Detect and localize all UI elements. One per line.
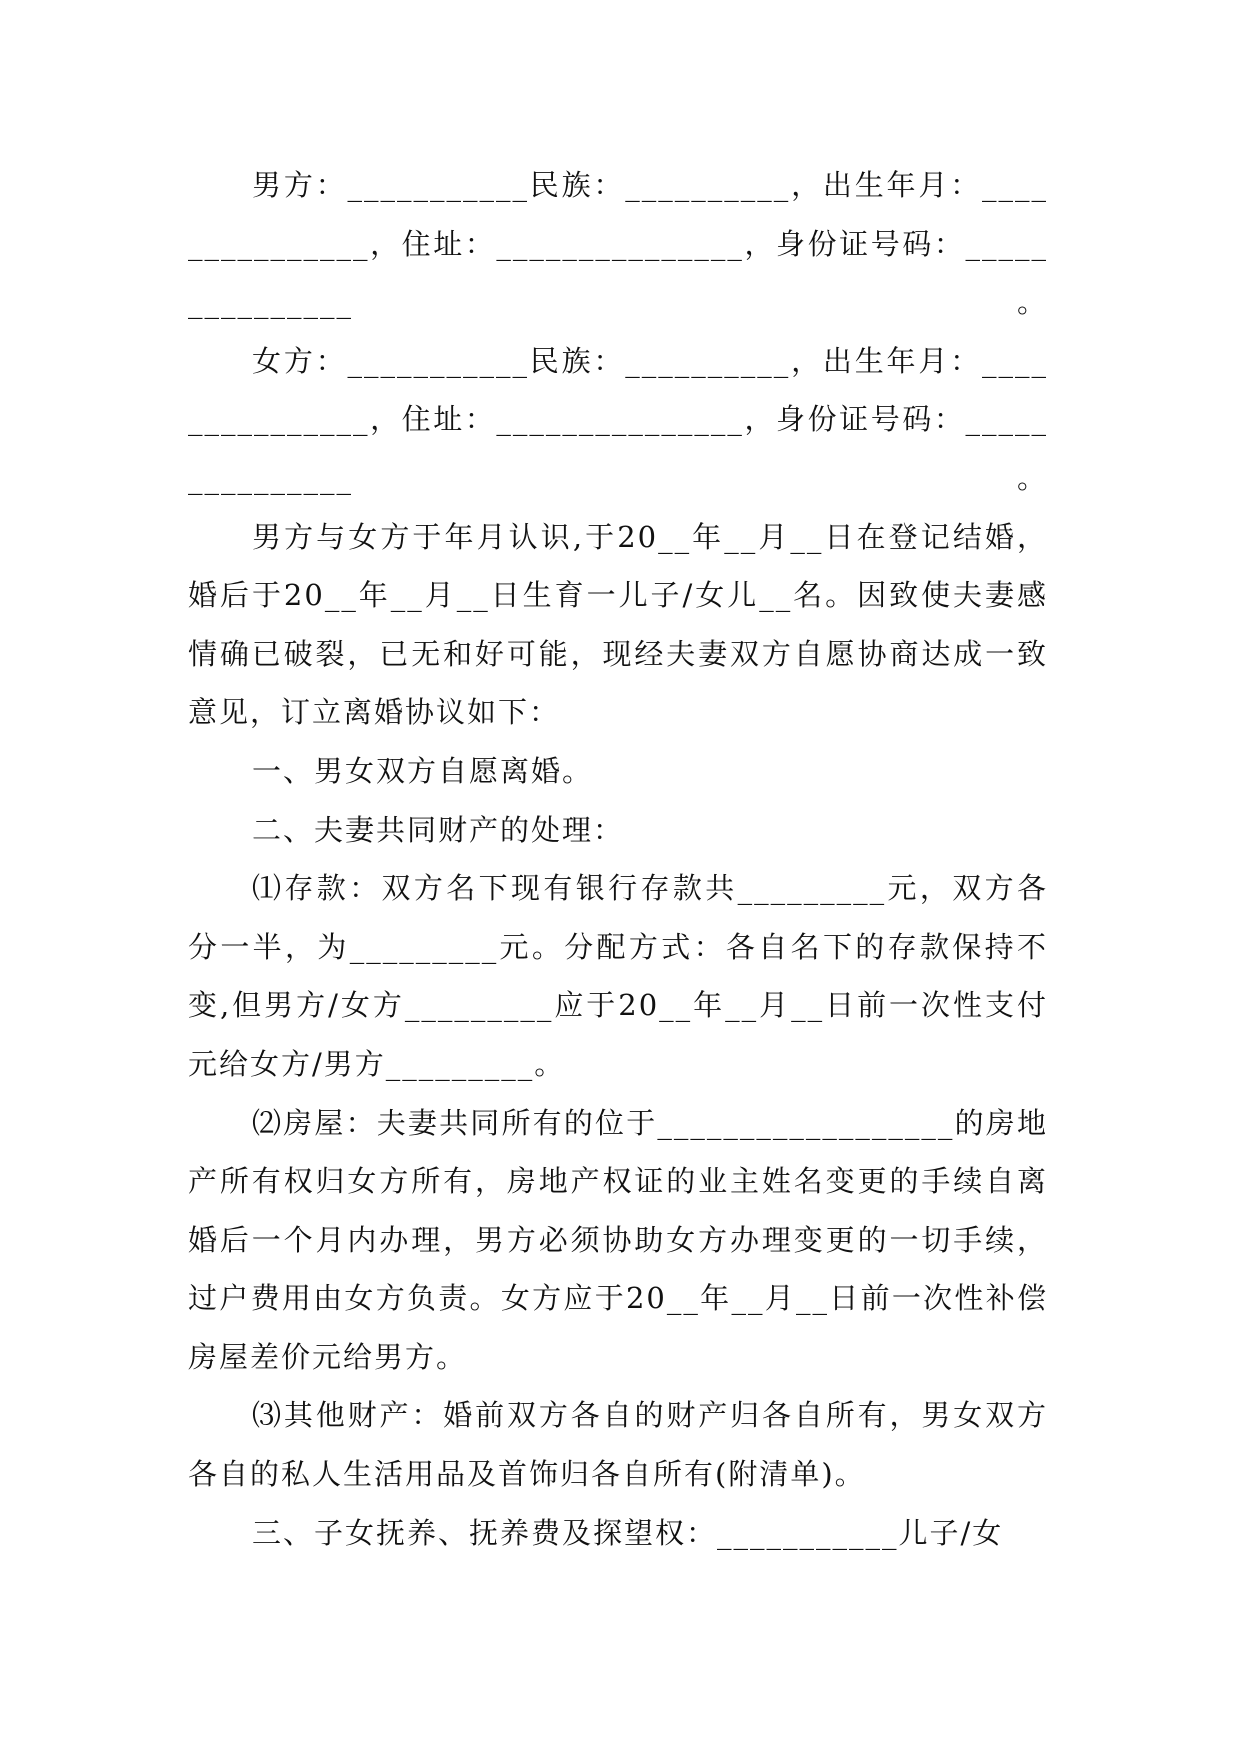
clause-2-1-deposits: ⑴存款：双方名下现有银行存款共_________元，双方各分一半，为_________元。分配方式：各自名下的存款保持不变,但男方/女方_________应于20__年__月__日前一次性支付元给女方/男方_________。: [188, 871, 1048, 1081]
marriage-background-paragraph: 男方与女方于年月认识,于20__年__月__日在登记结婚，婚后于20__年__月__日生育一儿子/女儿__名。因致使夫妻感情确已破裂，已无和好可能，现经夫妻双方自愿协商达成一致意见，订立离婚协议如下：: [188, 519, 1048, 730]
document-page: [188, 156, 1048, 1562]
clause-3-child-custody: 三、子女抚养、抚养费及探望权：___________儿子/女: [252, 1515, 1004, 1550]
male-party-info: 男方：___________民族：__________，出生年月：_______________，住址：_______________，身份证号码：_______________。: [188, 168, 1048, 320]
clause-2-2-house: ⑵房屋：夫妻共同所有的位于__________________的房地产所有权归女方所有，房地产权证的业主姓名变更的手续自离婚后一个月内办理，男方必须协助女方办理变更的一切手续，过户费用由女方负责。女方应于20__年__月__日前一次性补偿房屋差价元给男方。: [188, 1105, 1048, 1374]
clause-2-joint-property-heading: 二、夫妻共同财产的处理：: [252, 812, 625, 847]
clause-1-voluntary-divorce: 一、男女双方自愿离婚。: [252, 753, 594, 788]
female-party-info: 女方：___________民族：__________，出生年月：_______________，住址：_______________，身份证号码：_______________。: [188, 343, 1048, 495]
clause-2-3-other-property: ⑶其他财产：婚前双方各自的财产归各自所有，男女双方各自的私人生活用品及首饰归各自所有(附清单)。: [188, 1398, 1048, 1492]
